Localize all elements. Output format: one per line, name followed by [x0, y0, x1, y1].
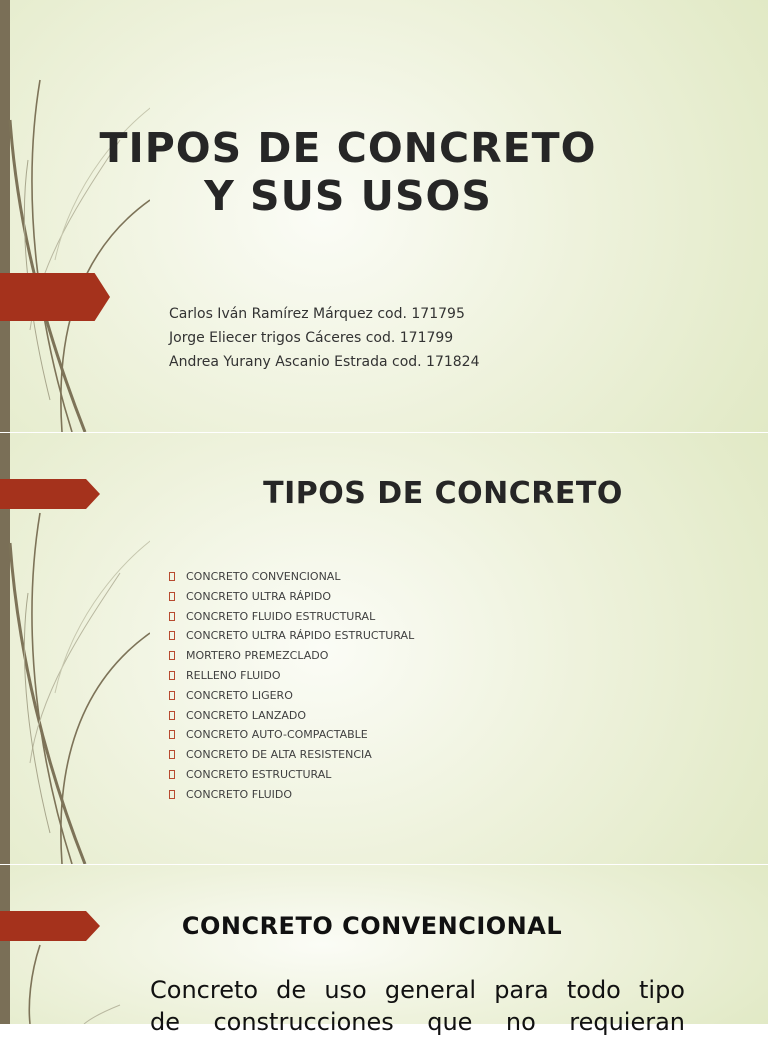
slide-heading: TIPOS DE CONCRETO	[263, 476, 623, 511]
bullet-icon	[169, 651, 175, 660]
presentation-title: TIPOS DE CONCRETO Y SUS USOS	[99, 124, 597, 220]
author-line: Jorge Eliecer trigos Cáceres cod. 171799	[169, 330, 454, 346]
bullet-icon	[169, 572, 175, 581]
bullet-icon	[169, 790, 175, 799]
slide-body-text: Concreto de uso general para todo tipo de construcciones que no requieran	[150, 976, 685, 1036]
list-item: CONCRETO FLUIDO	[168, 785, 414, 805]
bullet-icon	[169, 770, 175, 779]
swoosh-decoration	[0, 865, 150, 1024]
slide-side-bar	[0, 0, 10, 432]
bullet-icon	[169, 711, 175, 720]
bullet-icon	[169, 592, 175, 601]
list-item: CONCRETO LIGERO	[168, 686, 414, 706]
accent-arrow	[0, 479, 100, 509]
list-item: CONCRETO ULTRA RÁPIDO	[168, 587, 414, 607]
slide-heading: CONCRETO CONVENCIONAL	[181, 912, 563, 940]
slide-title	[0, 0, 768, 432]
list-item: CONCRETO ESTRUCTURAL	[168, 765, 414, 785]
bullet-icon	[169, 750, 175, 759]
bullet-icon	[169, 730, 175, 739]
author-line: Carlos Iván Ramírez Márquez cod. 171795	[169, 306, 465, 322]
list-item: CONCRETO AUTO-COMPACTABLE	[168, 725, 414, 745]
list-item: CONCRETO ULTRA RÁPIDO ESTRUCTURAL	[168, 626, 414, 646]
list-item: CONCRETO DE ALTA RESISTENCIA	[168, 745, 414, 765]
list-item: CONCRETO CONVENCIONAL	[168, 567, 414, 587]
bullet-icon	[169, 671, 175, 680]
list-item: MORTERO PREMEZCLADO	[168, 646, 414, 666]
list-item: RELLENO FLUIDO	[168, 666, 414, 686]
author-line: Andrea Yurany Ascanio Estrada cod. 171824	[169, 354, 480, 370]
authors-list	[169, 302, 480, 374]
bullet-icon	[169, 612, 175, 621]
accent-arrow	[0, 273, 110, 321]
list-item: CONCRETO LANZADO	[168, 706, 414, 726]
bullet-icon	[169, 691, 175, 700]
list-item: CONCRETO FLUIDO ESTRUCTURAL	[168, 607, 414, 627]
bullet-icon	[169, 631, 175, 640]
concrete-types-list	[168, 567, 414, 805]
slide-side-bar	[0, 865, 10, 1024]
